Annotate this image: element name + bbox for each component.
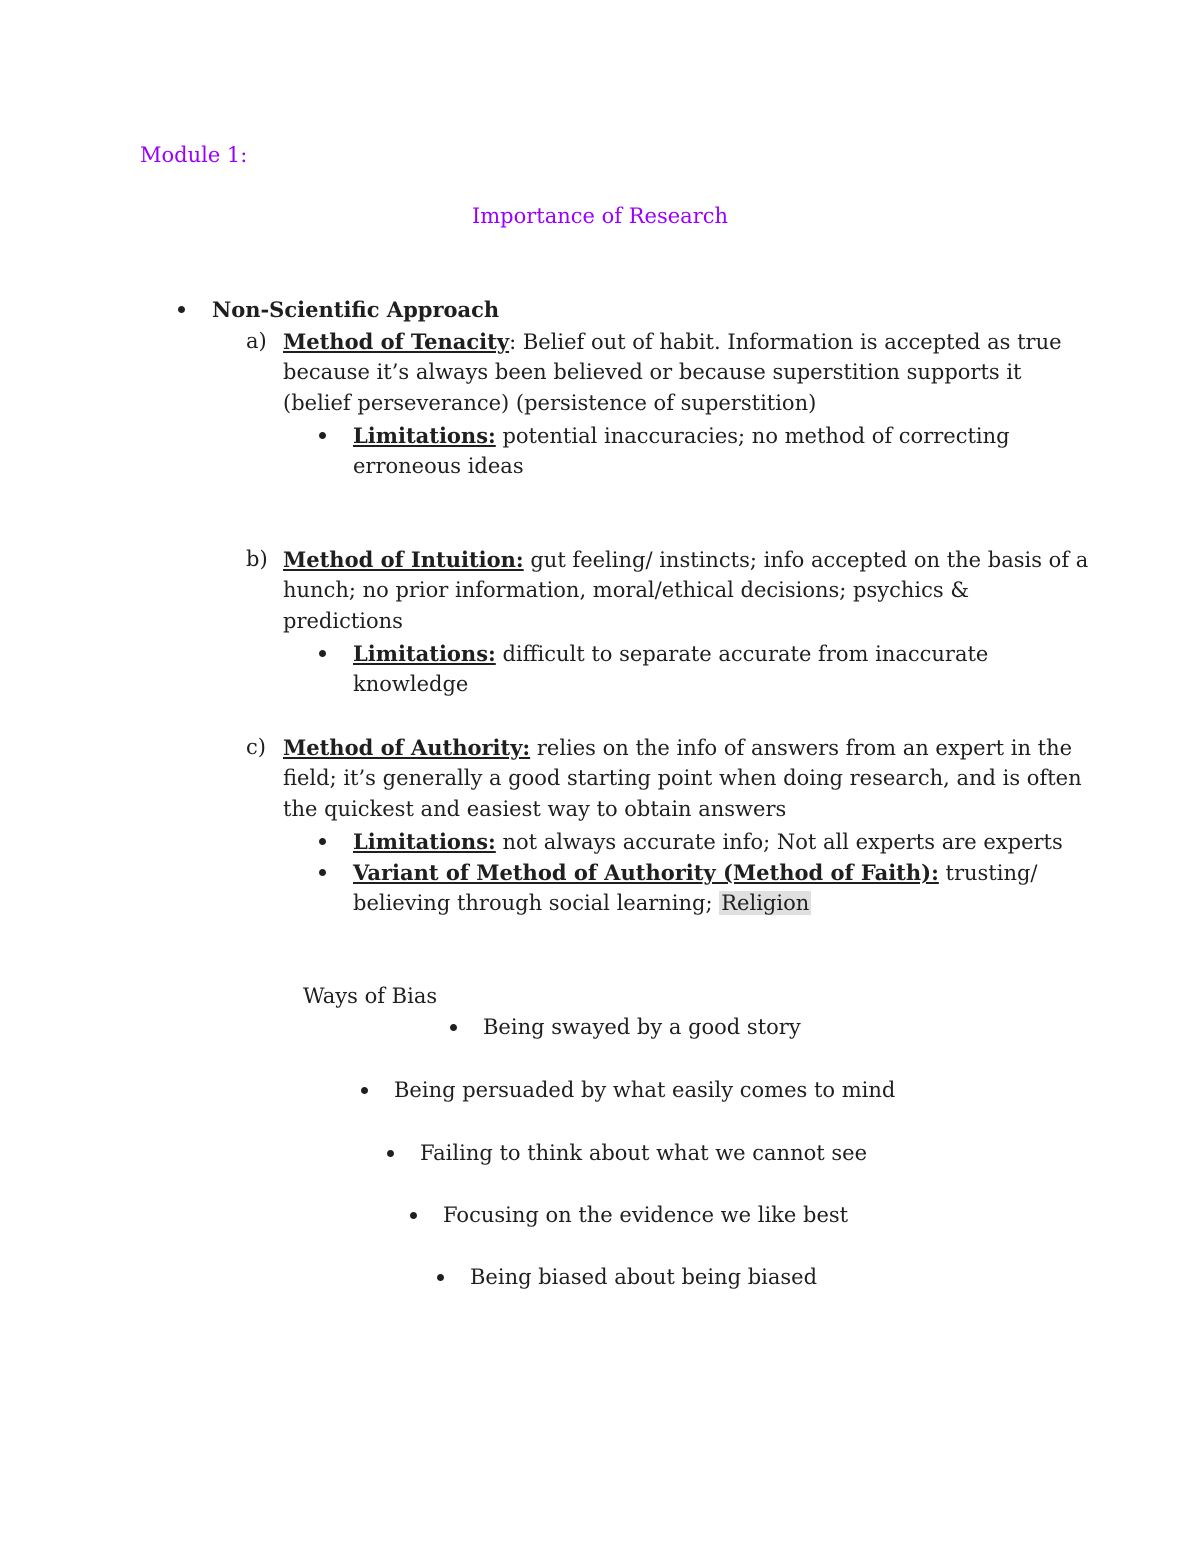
module-label: Module 1: [140, 143, 248, 167]
method-text: because it’s always been believed or because superstition supports it [283, 360, 1022, 384]
bullet-icon [387, 1150, 394, 1157]
method-authority-line-1 [283, 732, 1072, 764]
limitation-item [353, 420, 1010, 452]
limitation-text: knowledge [353, 672, 469, 696]
section-heading: Non-Scientific Approach [212, 297, 500, 322]
bullet-icon [437, 1274, 444, 1281]
bullet-icon [319, 650, 326, 657]
bullet-icon [319, 838, 326, 845]
bias-heading: Ways of Bias [303, 984, 438, 1008]
method-text: relies on the info of answers from an expert in the [530, 736, 1073, 760]
method-text: Belief out of habit. Information is accepted as true [516, 330, 1062, 354]
method-term: Method of Authority: [283, 735, 531, 760]
limitation-item [353, 638, 988, 670]
method-text: (belief perseverance) (persistence of superstition) [283, 391, 817, 415]
bias-item: Focusing on the evidence we like best [443, 1203, 849, 1227]
variant-line-2 [353, 888, 811, 919]
limitation-text: not always accurate info; Not all experts are experts [495, 830, 1063, 854]
highlighted-term: Religion [721, 891, 810, 915]
variant-text: trusting/ [938, 861, 1038, 885]
bias-item: Being biased about being biased [470, 1265, 818, 1289]
limitation-item [353, 826, 1063, 858]
method-intuition-line-1 [283, 544, 1088, 576]
bias-item: Being persuaded by what easily comes to mind [394, 1078, 896, 1102]
method-tenacity-line-1 [283, 326, 1062, 358]
method-term: Method of Intuition: [283, 547, 524, 572]
variant-text: believing through social learning; [353, 891, 720, 915]
bullet-icon [450, 1024, 457, 1031]
bias-item: Failing to think about what we cannot see [420, 1141, 867, 1165]
term-colon: : [509, 330, 517, 354]
limitation-label: Limitations: [353, 829, 496, 854]
list-marker: c) [246, 735, 266, 759]
bullet-icon [410, 1212, 417, 1219]
list-marker: a) [246, 329, 267, 353]
method-text: field; it’s generally a good starting point when doing research, and is often [283, 766, 1082, 790]
limitation-label: Limitations: [353, 423, 496, 448]
method-text: hunch; no prior information, moral/ethical decisions; psychics & [283, 578, 970, 602]
variant-item [353, 857, 1038, 889]
limitation-text: erroneous ideas [353, 454, 524, 478]
limitation-text: potential inaccuracies; no method of correcting [495, 424, 1010, 448]
list-marker: b) [246, 547, 268, 571]
method-text: predictions [283, 609, 403, 633]
limitation-label: Limitations: [353, 641, 496, 666]
bullet-icon [319, 869, 326, 876]
method-text: the quickest and easiest way to obtain answers [283, 797, 787, 821]
method-term: Method of Tenacity [283, 329, 510, 354]
variant-label: Variant of Method of Authority (Method of Faith): [353, 860, 939, 885]
bullet-icon [361, 1087, 368, 1094]
bullet-icon [319, 432, 326, 439]
method-text: gut feeling/ instincts; info accepted on the basis of a [523, 548, 1089, 572]
limitation-text: difficult to separate accurate from inaccurate [495, 642, 989, 666]
bullet-icon [178, 306, 185, 313]
bias-item: Being swayed by a good story [483, 1015, 801, 1039]
page-title: Importance of Research [471, 204, 729, 228]
